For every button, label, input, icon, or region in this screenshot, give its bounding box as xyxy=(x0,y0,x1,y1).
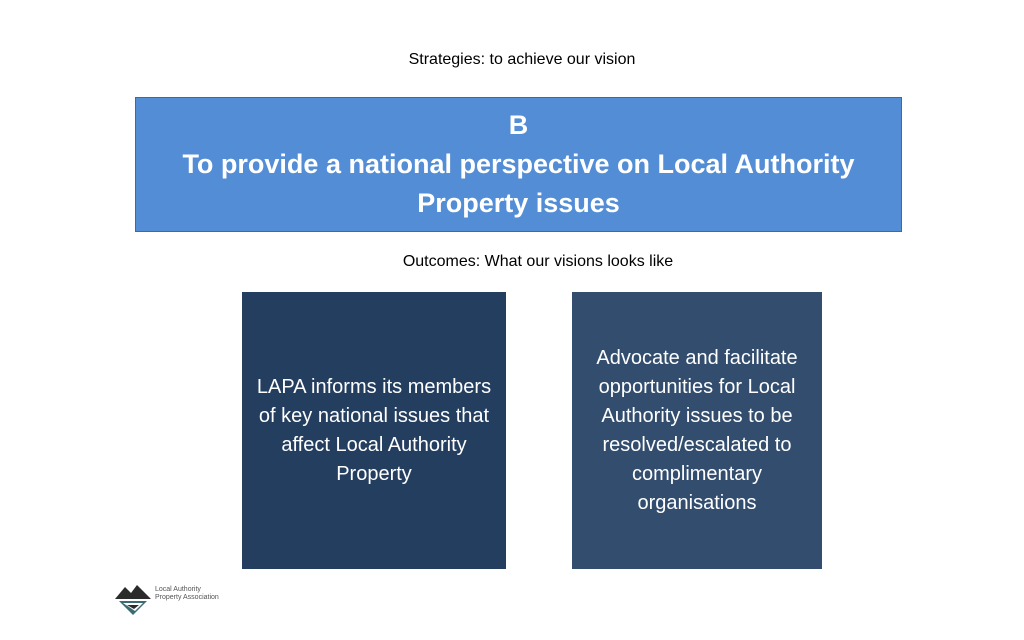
outcome-card-2 xyxy=(572,292,822,569)
strategy-letter: B xyxy=(508,110,529,140)
lapa-logo-icon xyxy=(113,581,153,619)
outcomes-label: Outcomes: What our visions looks like xyxy=(402,253,674,270)
strategy-title: To provide a national perspective on Local Authority Property issues xyxy=(182,149,855,218)
outcome-card-1 xyxy=(242,292,506,569)
outcome-card-2-text: Advocate and facilitate opportunities for Local Authority issues to be resolved/escalated to complimentary organisations xyxy=(596,346,798,514)
logo-line-1: Local Authority xyxy=(155,586,201,593)
lapa-logo xyxy=(113,580,243,620)
logo-line-2: Property Association xyxy=(155,594,219,601)
logo-text xyxy=(155,586,219,602)
outcome-card-1-text: LAPA informs its members of key national issues that affect Local Authority Property xyxy=(256,375,492,485)
strategies-label: Strategies: to achieve our vision xyxy=(408,51,636,68)
strategy-box xyxy=(135,97,902,232)
